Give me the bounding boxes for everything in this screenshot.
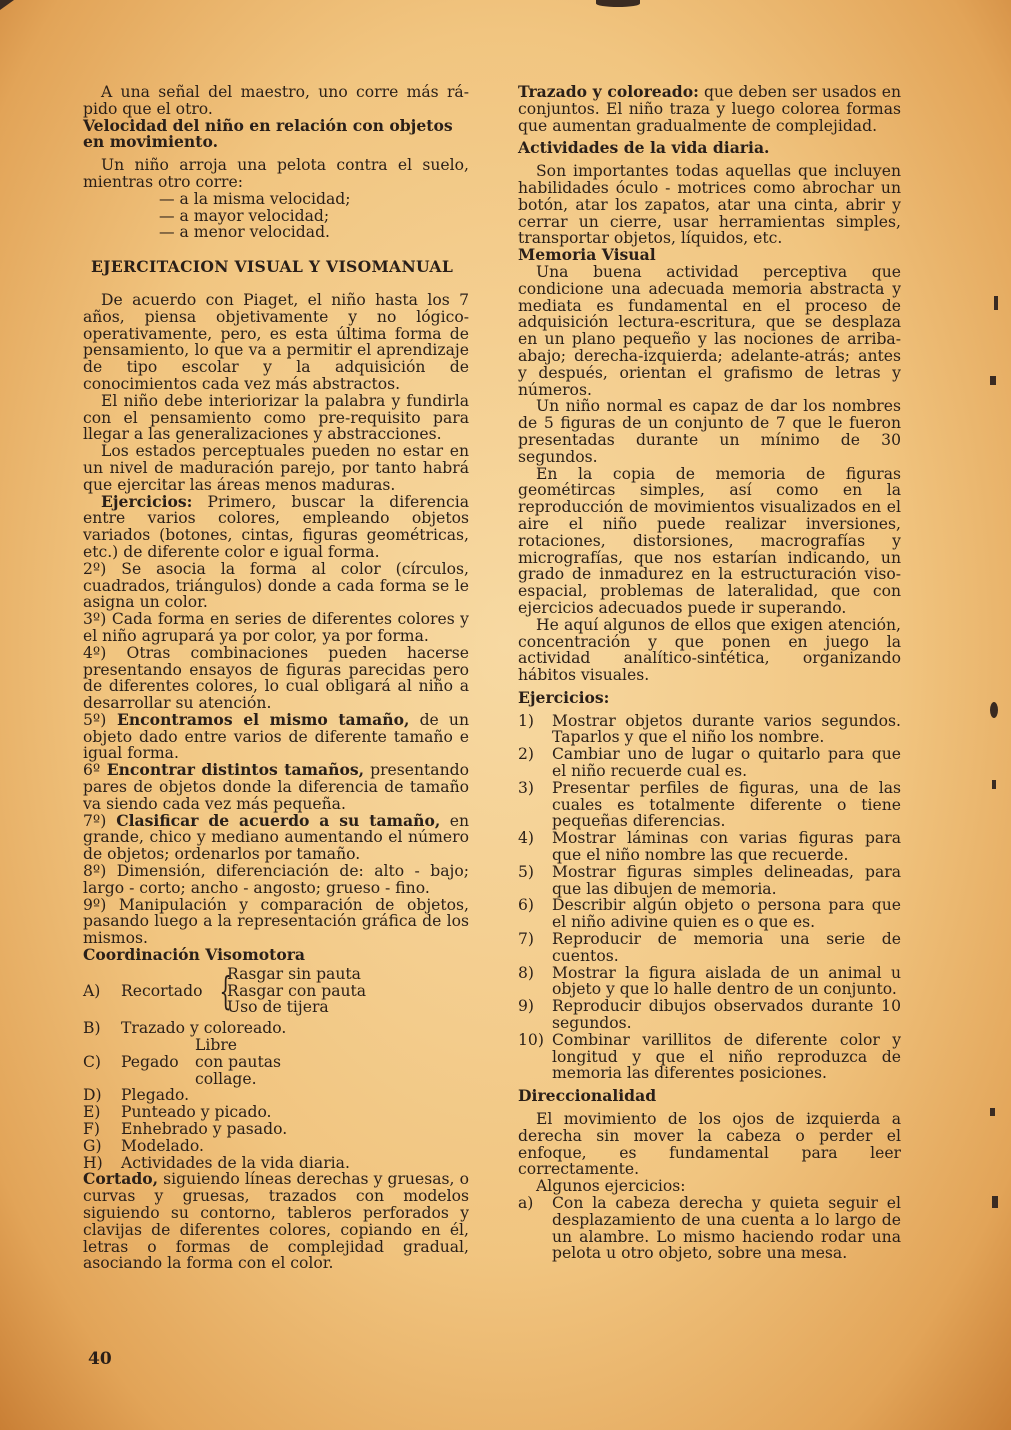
option-text: collage. [195, 1069, 257, 1088]
item-text: Mostrar láminas con varias figuras para que el niño nombre las que recuerde. [552, 829, 901, 865]
list-number: E) [83, 1103, 101, 1122]
memoria-paragraph: Un niño normal es capaz de dar los nombres de 5 figuras de un conjunto de 7 que le fueron presentadas durante un mínimo de 30 segundos. [518, 397, 901, 466]
item-bold: Encontrar distintos tamaños, [100, 760, 365, 780]
cortado-text: siguiendo líneas derechas y gruesas, o curvas y gruesas, trazados con modelos siguiendo su contorno, tableros perforados y clavijas de diferentes colores, copiando en él, letras o formas de complejidad gradual, asociando la forma con el color. [83, 1170, 469, 1273]
memoria-paragraph: Una buena actividad perceptiva que condicione una adecuada memoria abstracta y mediata es fundamental en el proceso de adquisición lectura-escritura, que se desplaza en un plano pequeño y las nociones de arriba-abajo; derecha-izquierda; adelante-atrás; antes y después, orientan el grafismo de letras y números. [518, 262, 901, 399]
item-number: 3º) [83, 610, 107, 629]
cortado-paragraph [83, 1171, 469, 1272]
item-number: 2º) [83, 559, 107, 578]
list-text: Actividades de la vida diaria. [121, 1153, 350, 1172]
item-text: Con la cabeza derecha y quieta seguir el desplazamiento de una cuenta a lo largo de un alambre. Lo mismo haciendo rodar una pelota u otro objeto, sobre una mesa. [552, 1194, 901, 1263]
dash-item: — a menor velocidad. [159, 223, 331, 242]
left-column [83, 84, 469, 1272]
numbered-item [83, 762, 469, 812]
item-number: 9º) [83, 895, 107, 914]
item-number: 8) [518, 963, 535, 982]
exercise-item [518, 965, 901, 999]
list-text: Trazado y coloreado. [121, 1019, 287, 1038]
margin-mark [990, 376, 996, 385]
item-number: 3) [518, 778, 535, 797]
margin-mark [990, 1108, 995, 1116]
section-title: EJERCITACION VISUAL Y VISOMANUAL [91, 257, 454, 277]
actividades-paragraph: Son importantes todas aquellas que incluyen habilidades óculo - motrices como abrochar un botón, atar los zapatos, atar una cinta, abrir y cerrar un cierre, usar herramientas simples, transportar objetos, líquidos, etc. [518, 162, 901, 248]
numbered-item [83, 611, 469, 645]
option-text: Rasgar sin pauta [227, 964, 361, 983]
numbered-item [83, 863, 469, 897]
cortado-label: Cortado, [83, 1169, 159, 1189]
item-number: 7º) [83, 811, 107, 830]
item-text: Cambiar uno de lugar o quitarlo para que el niño recuerde cual es. [552, 745, 901, 781]
item-text: Cada forma en series de diferentes colores y el niño agrupará ya por color, ya por forma. [83, 610, 469, 645]
list-item [83, 1087, 469, 1104]
ejercicios-paragraph [83, 491, 469, 561]
exercise-item [518, 998, 901, 1032]
list-number: H) [83, 1153, 103, 1172]
item-text: Mostrar la figura aislada de un animal u objeto y que lo halle dentro de un conjunto. [552, 963, 901, 999]
brace-glyph: { [219, 969, 232, 1014]
item-text: Presentar perfiles de figuras, una de las cuales es totalmente diferente o tiene pequeñas diferencias. [552, 778, 901, 831]
trazado-text: que deben ser usados en conjuntos. El niño traza y luego colorea formas que aumentan gradualmente de complejidad. [518, 83, 901, 135]
numbered-item [83, 645, 469, 712]
pegado-options [195, 1037, 281, 1087]
recortado-group [83, 966, 469, 1016]
list-item [83, 1121, 469, 1138]
item-text: Describir algún objeto o persona para que el niño adivine quien es o que es. [552, 896, 901, 932]
item-number: 2) [518, 745, 535, 764]
list-number: D) [83, 1086, 102, 1105]
item-text: Se asocia la forma al color (círculos, cuadrados, triángulos) donde a cada forma se le asigna un color. [83, 559, 469, 612]
item-number: 6) [518, 896, 535, 915]
item-number: 4º) [83, 643, 107, 662]
exercise-item [518, 746, 901, 780]
list-item [83, 1138, 469, 1155]
margin-mark [990, 702, 998, 718]
numbered-item [83, 897, 469, 947]
corner-mark [0, 0, 14, 10]
item-number: 5) [518, 862, 535, 881]
item-number: a) [518, 1194, 534, 1212]
exercise-item [518, 931, 901, 965]
option-text: con pautas [195, 1052, 282, 1071]
list-text: Modelado. [121, 1136, 204, 1155]
pegado-label: Pegado [121, 1052, 179, 1071]
list-text: Enhebrado y pasado. [121, 1120, 288, 1139]
top-ink-blot [596, 0, 640, 7]
item-number: 4) [518, 829, 535, 848]
list-item [83, 1104, 469, 1121]
dash-item: — a la misma velocidad; [159, 189, 351, 208]
heading-ejercicios: Ejercicios: [518, 687, 610, 707]
option-text: Uso de tijera [227, 998, 329, 1017]
ejercicios-text: Primero, buscar la diferencia entre varios colores, empleando objetos variados (botones, cintas, figuras geométricas, etc.) de diferente color e igual forma. [83, 492, 469, 561]
margin-mark [994, 296, 998, 310]
item-text: Combinar varillitos de diferente color y longitud y que el niño reproduzca de memoria las diferentes posiciones. [552, 1030, 901, 1083]
option-text: Rasgar con pauta [227, 981, 367, 1000]
item-bold: Encontramos el mismo tamaño, [106, 709, 410, 729]
exercise-item [518, 830, 901, 864]
list-number: G) [83, 1136, 102, 1155]
item-number: 1) [518, 711, 535, 730]
item-bold: Clasificar de acuerdo a su tamaño, [106, 810, 441, 830]
numbered-item [83, 561, 469, 611]
item-text: presentando pares de objetos donde la diferencia de tamaño va siendo cada vez más pequeña. [83, 761, 469, 813]
numbered-item [83, 709, 469, 763]
heading-coordinacion: Coordinación Visomotora [83, 945, 306, 965]
exercise-item [518, 780, 901, 830]
direccionalidad-paragraph: El movimiento de los ojos de izquierda a derecha sin mover la cabeza o perder el enfoque, es fundamental para leer correctamente. [518, 1110, 901, 1179]
heading-velocidad: Velocidad del niño en relación con objetos en movimiento. [83, 115, 453, 152]
recortado-options [227, 966, 366, 1016]
exercise-item [518, 1032, 901, 1082]
exercise-item [518, 1195, 901, 1262]
item-text: Manipulación y comparación de objetos, pasando luego a la representación gráfica de los mismos. [83, 895, 469, 948]
list-number: F) [83, 1120, 100, 1139]
item-number: 7) [518, 930, 535, 949]
exercise-item [518, 897, 901, 931]
trazado-paragraph [518, 84, 901, 134]
velocidad-paragraph: Un niño arroja una pelota contra el suelo, mientras otro corre: [83, 156, 469, 191]
list-number: B) [83, 1019, 101, 1038]
item-text: Mostrar objetos durante varios segundos. Taparlos y que el niño los nombre. [552, 711, 901, 747]
margin-mark [992, 780, 996, 789]
estados-paragraph: Los estados perceptuales pueden no estar en un nivel de maduración parejo, por tanto habrá que ejercitar las áreas menos maduras. [83, 442, 469, 494]
list-item [83, 1020, 469, 1037]
recortado-label: Recortado [121, 981, 203, 1000]
dash-item: — a mayor velocidad; [159, 206, 330, 225]
list-text: Plegado. [121, 1086, 190, 1105]
algunos-ejercicios: Algunos ejercicios: [536, 1177, 686, 1196]
page-number: 40 [88, 1349, 112, 1369]
list-number: C) [83, 1052, 102, 1071]
memoria-paragraph: En la copia de memoria de figuras geométircas simples, así como en la reproducción de movimientos visualizados en el aire el niño puede realizar inversiones, rotaciones, distorsiones, macrografías y micrografías, que nos estarían indicando, un grado de inmadurez en la estructuración viso-espacial, problemas de lateralidad, que con ejercicios adecuados puede ir superando. [518, 464, 901, 617]
item-text: Reproducir de memoria una serie de cuentos. [552, 930, 901, 965]
trazado-label: Trazado y coloreado: [518, 82, 699, 101]
item-number: 5º) [83, 710, 107, 729]
item-text: Otras combinaciones pueden hacerse presentando ensayos de figuras parecidas pero de diferentes colores, lo cual obligará al niño a desarrollar su atención. [83, 643, 469, 713]
option-text: Libre [195, 1036, 238, 1055]
exercise-item [518, 864, 901, 898]
heading-actividades: Actividades de la vida diaria. [518, 138, 770, 158]
list-number: A) [83, 981, 101, 1000]
item-number: 8º) [83, 862, 107, 881]
item-number: 9) [518, 997, 535, 1016]
item-text: Reproducir dibujos observados durante 10 segundos. [552, 997, 901, 1033]
interiorizar-paragraph: El niño debe interiorizar la palabra y fundirla con el pensamiento como pre-requisito para llegar a las generalizaciones y abstracciones. [83, 391, 469, 444]
item-text: de un objeto dado entre varios de diferente tamaño e igual forma. [83, 710, 469, 763]
piaget-paragraph: De acuerdo con Piaget, el niño hasta los 7 años, piensa objetivamente y no lógico-operativamente, pero, es esta última forma de pensamiento, lo que va a permitir el aprendizaje de tipo escolar y la adquisición de conocimientos cada vez más abstractos. [83, 290, 469, 393]
list-text: Punteado y picado. [121, 1103, 272, 1122]
numbered-item [83, 810, 469, 864]
item-text: Mostrar figuras simples delineadas, para que las dibujen de memoria. [552, 862, 901, 898]
item-number: 10) [518, 1030, 544, 1049]
intro-paragraph: A una señal del maestro, uno corre más rá-pido que el otro. [83, 83, 469, 118]
heading-memoria: Memoria Visual [518, 245, 656, 265]
exercise-item [518, 713, 901, 747]
item-text: Dimensión, diferenciación de: alto - bajo; largo - corto; ancho - angosto; grueso - fino. [83, 862, 469, 897]
ejercicios-label: Ejercicios: [101, 491, 193, 511]
margin-mark [992, 1196, 998, 1208]
item-text: en grande, chico y mediano aumentando el número de objetos; ordenarlos por tamaño. [83, 811, 469, 864]
item-number: 6º [83, 761, 101, 780]
memoria-paragraph: He aquí algunos de ellos que exigen atención, concentración y que ponen en juego la actividad analítico-sintética, organizando hábitos visuales. [518, 615, 901, 685]
heading-direccionalidad: Direccionalidad [518, 1086, 657, 1106]
pegado-group [83, 1037, 469, 1087]
right-column [518, 84, 901, 1262]
